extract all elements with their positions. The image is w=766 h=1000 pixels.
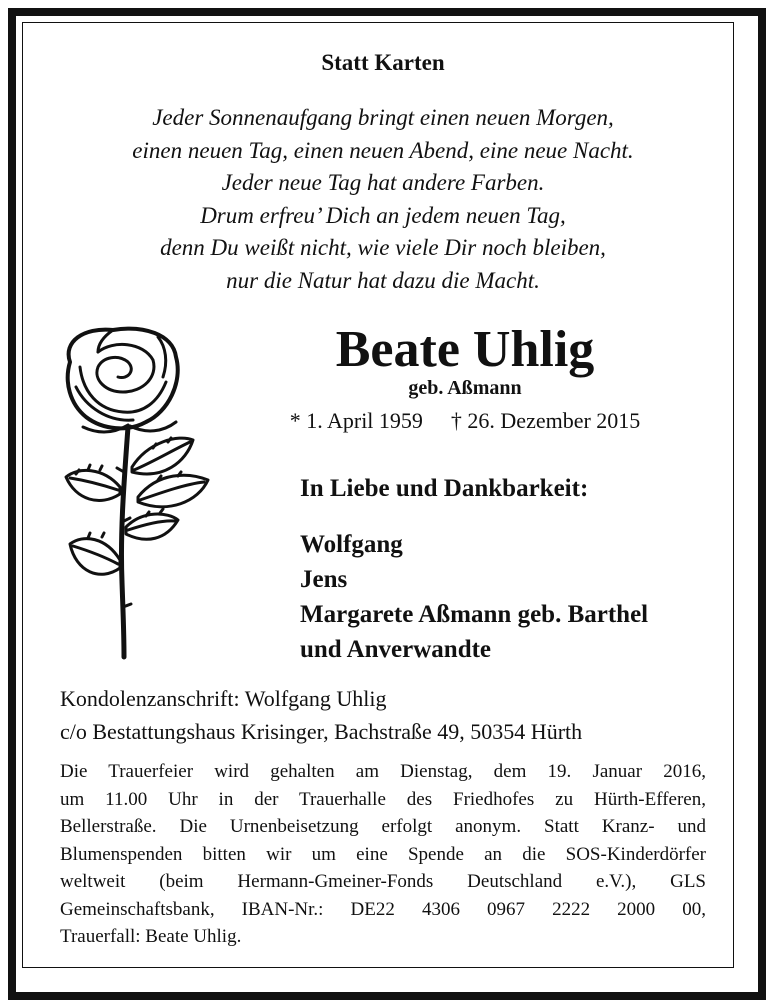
mourner: und Anverwandte <box>300 636 492 663</box>
poem-line: Jeder neue Tag hat andere Farben. <box>221 170 545 195</box>
info-line: Trauerfall: Beate Uhlig. <box>60 926 242 947</box>
info-line: Die Trauerfeier wird gehalten am Dienstag, dem 19. Januar 2016, <box>60 761 706 782</box>
greeting: In Liebe und Dankbarkeit: <box>300 475 589 502</box>
poem-line: denn Du weißt nicht, wie viele Dir noch bleiben, <box>160 235 606 260</box>
header-title: Statt Karten <box>321 50 445 75</box>
info-line: weltweit (beim Hermann-Gmeiner-Fonds Deutschland e.V.), GLS <box>60 871 706 892</box>
rose-icon <box>58 322 218 667</box>
address-line: c/o Bestattungshaus Krisinger, Bachstraße 49, 50354 Hürth <box>60 719 583 744</box>
poem-line: Jeder Sonnenaufgang bringt einen neuen Morgen, <box>152 105 614 130</box>
mourner: Wolfgang <box>300 531 403 558</box>
info-line: Blumenspenden bitten wir um eine Spende an die SOS-Kinderdörfer <box>60 843 706 865</box>
mourner: Margarete Aßmann geb. Barthel <box>300 601 649 628</box>
deceased-name: Beate Uhlig <box>335 321 595 378</box>
condolence-address <box>60 682 582 748</box>
birth-name: geb. Aßmann <box>408 377 522 399</box>
info-line: Gemeinschaftsbank, IBAN-Nr.: DE22 4306 0967 2222 2000 00, <box>60 898 706 920</box>
poem-line: einen neuen Tag, einen neuen Abend, eine neue Nacht. <box>132 137 634 163</box>
address-line: Kondolenzanschrift: Wolfgang Uhlig <box>60 686 387 711</box>
poem-line: nur die Natur hat dazu die Macht. <box>226 267 540 293</box>
death-date: † 26. Dezember 2015 <box>450 408 641 433</box>
info-line: um 11.00 Uhr in der Trauerhalle des Friedhofes zu Hürth-Efferen, <box>60 788 706 810</box>
funeral-info <box>60 758 706 951</box>
info-line: Bellerstraße. Die Urnenbeisetzung erfolgt anonym. Statt Kranz- und <box>60 816 706 837</box>
poem-line: Drum erfreu’ Dich an jedem neuen Tag, <box>200 202 566 228</box>
birth-date: * 1. April 1959 <box>289 408 423 433</box>
poem <box>0 102 766 297</box>
life-dates <box>250 408 680 434</box>
mourner: Jens <box>300 566 348 593</box>
mourners-list <box>300 527 648 667</box>
